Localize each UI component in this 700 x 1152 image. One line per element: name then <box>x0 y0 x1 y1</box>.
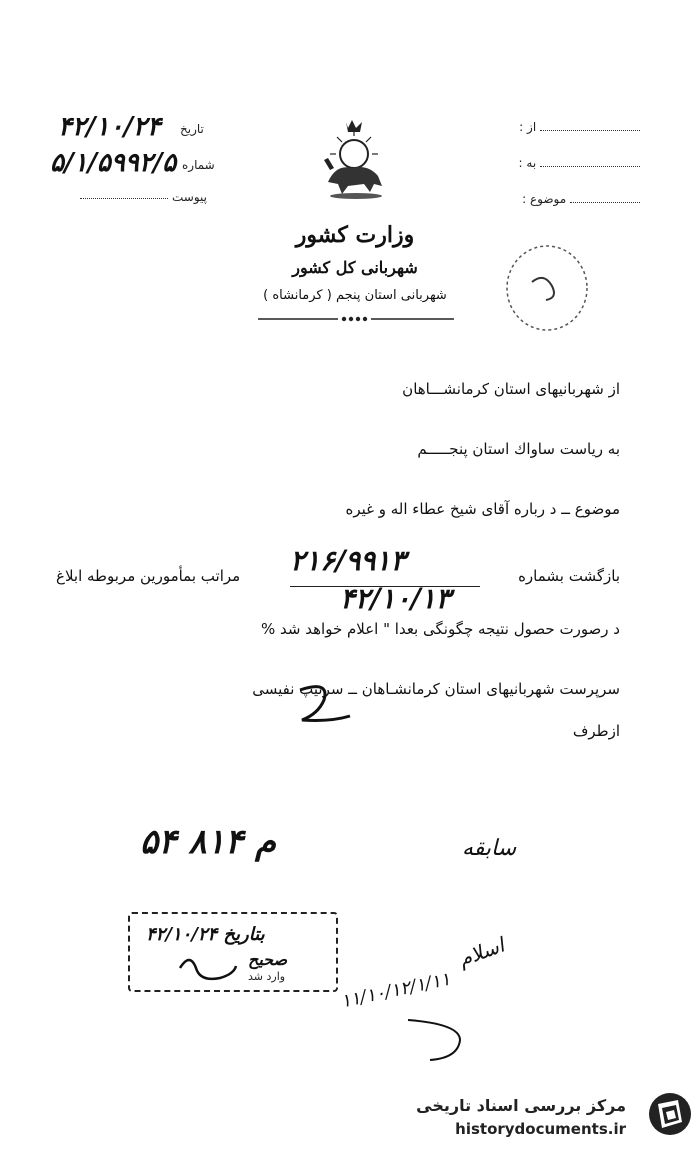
to-dots <box>540 166 640 167</box>
stamp-received: وارد شد <box>248 970 286 983</box>
from-dots <box>540 130 640 131</box>
date-label: تاریخ <box>180 122 204 136</box>
ministry-title: وزارت کشور <box>295 222 415 248</box>
body-subject-line: موضوع ــ د رباره آقای شیخ عطاء اله و غیره <box>345 500 620 518</box>
to-label: به : <box>518 156 537 170</box>
handwritten-note: اسلام <box>455 932 508 972</box>
sub-department-title: شهربانی استان پنجم ( کرمانشاه ) <box>263 288 447 303</box>
stamp-correct: صحیح <box>248 950 288 969</box>
body-result-line: د رصورت حصول نتیجه چگونگی بعدا " اعلام خواهد شد % <box>261 620 620 638</box>
stamp-date: بتاریخ ۴۲/۱۰/۲۴ <box>146 924 265 945</box>
footer-org-name: مرکز بررسی اسناد تاریخی <box>416 1096 626 1115</box>
stamp-scribble-icon <box>170 948 240 988</box>
body-signature-line: سرپرست شهربانیهای استان کرمانشـاهان ــ سرتیپ نفیسی <box>252 680 620 698</box>
to-field <box>500 156 640 170</box>
footer-website: historydocuments.ir <box>455 1120 626 1138</box>
subject-field <box>500 192 640 206</box>
signature-scribble-icon <box>290 680 380 740</box>
body-initials-line: ازطرف <box>572 722 620 740</box>
round-seal-icon <box>502 242 592 334</box>
date-block <box>40 112 220 212</box>
department-title: شهربانی کل کشور <box>292 258 418 277</box>
from-label: از : <box>519 120 537 134</box>
body-ref-suffix: مراتب بمأمورین مربوطه ابلاغ <box>56 567 241 585</box>
attachment-label: پیوست <box>172 190 207 204</box>
handwritten-stroke-icon <box>400 1010 480 1070</box>
subject-label: موضوع : <box>522 192 567 206</box>
side-note: سابقه <box>462 836 517 861</box>
from-field <box>500 120 640 134</box>
number-value: ۵/۱/۵۹۹۲/۵ <box>50 148 177 178</box>
archive-number: ۵۴ ۸۱۴ م <box>140 822 277 862</box>
registry-note: ۱۱/۱۰/۱۲/۱/۱۱ <box>339 968 453 1013</box>
body-from-line: از شهربانیهای استان کرمانشـــاهان <box>402 380 620 398</box>
ref-number: ۲۱۶/۹۹۱۳ <box>290 544 406 577</box>
date-value: ۴۲/۱۰/۲۴ <box>58 112 161 142</box>
body-ref-prefix: بازگشت بشماره <box>518 567 620 585</box>
attachment-dots <box>80 198 168 199</box>
subject-dots <box>570 202 640 203</box>
letterhead-divider <box>258 314 454 324</box>
registry-stamp <box>128 912 338 992</box>
archive-logo-icon <box>648 1092 692 1136</box>
number-label: شماره <box>182 158 215 172</box>
lion-and-sun-emblem-icon <box>318 120 392 200</box>
body-to-line: به ریاست ساواك استان پنجـــــم <box>417 440 620 458</box>
ref-date: ۴۲/۱۰/۱۳ <box>340 582 451 615</box>
